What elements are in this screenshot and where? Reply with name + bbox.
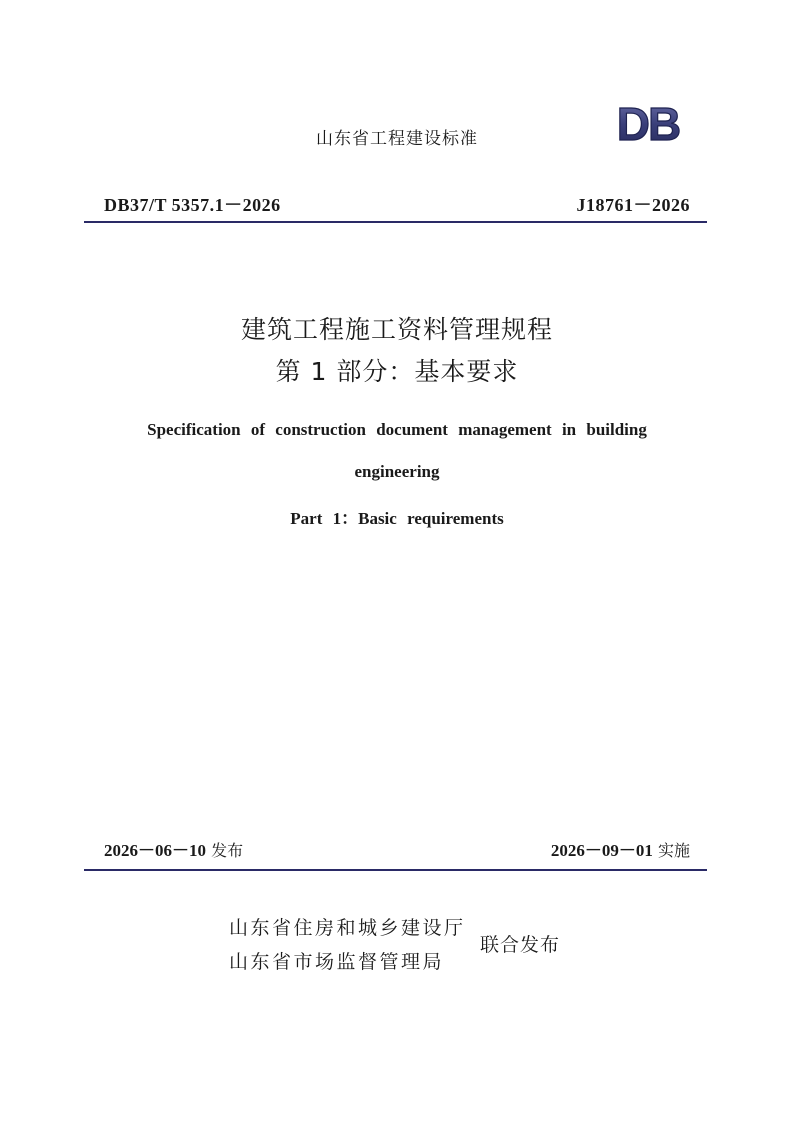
db-logo-text: DB — [616, 102, 680, 144]
standard-number: DB37/T 5357.1－2026 — [104, 195, 281, 215]
issue-label: 发布 — [211, 841, 244, 860]
effective-date: 2026－09－01 — [550, 841, 653, 860]
db-logo — [604, 102, 692, 144]
bottom-divider — [84, 869, 707, 871]
issuer-1: 山东省住房和城乡建设厅 — [229, 917, 466, 939]
issuer-2: 山东省市场监督管理局 — [229, 951, 445, 973]
title-zh-line1: 建筑工程施工资料管理规程 — [240, 315, 553, 344]
effective-label: 实施 — [657, 841, 690, 860]
effective-date-block — [551, 836, 690, 861]
title-zh-line2: 第 1 部分：基本要求 — [275, 357, 519, 386]
title-en-line3: Part 1：Basic requirements — [290, 509, 504, 528]
title-en-line1: Specification of construction document management in building — [147, 420, 647, 439]
top-divider — [84, 221, 707, 223]
record-number: J18761－2026 — [576, 195, 690, 215]
issue-date-block — [104, 836, 243, 861]
joint-issue-label: 联合发布 — [480, 934, 561, 956]
title-en-line2: engineering — [354, 462, 440, 481]
issue-date: 2026－06－10 — [104, 841, 206, 860]
series-title: 山东省工程建设标准 — [316, 129, 478, 149]
